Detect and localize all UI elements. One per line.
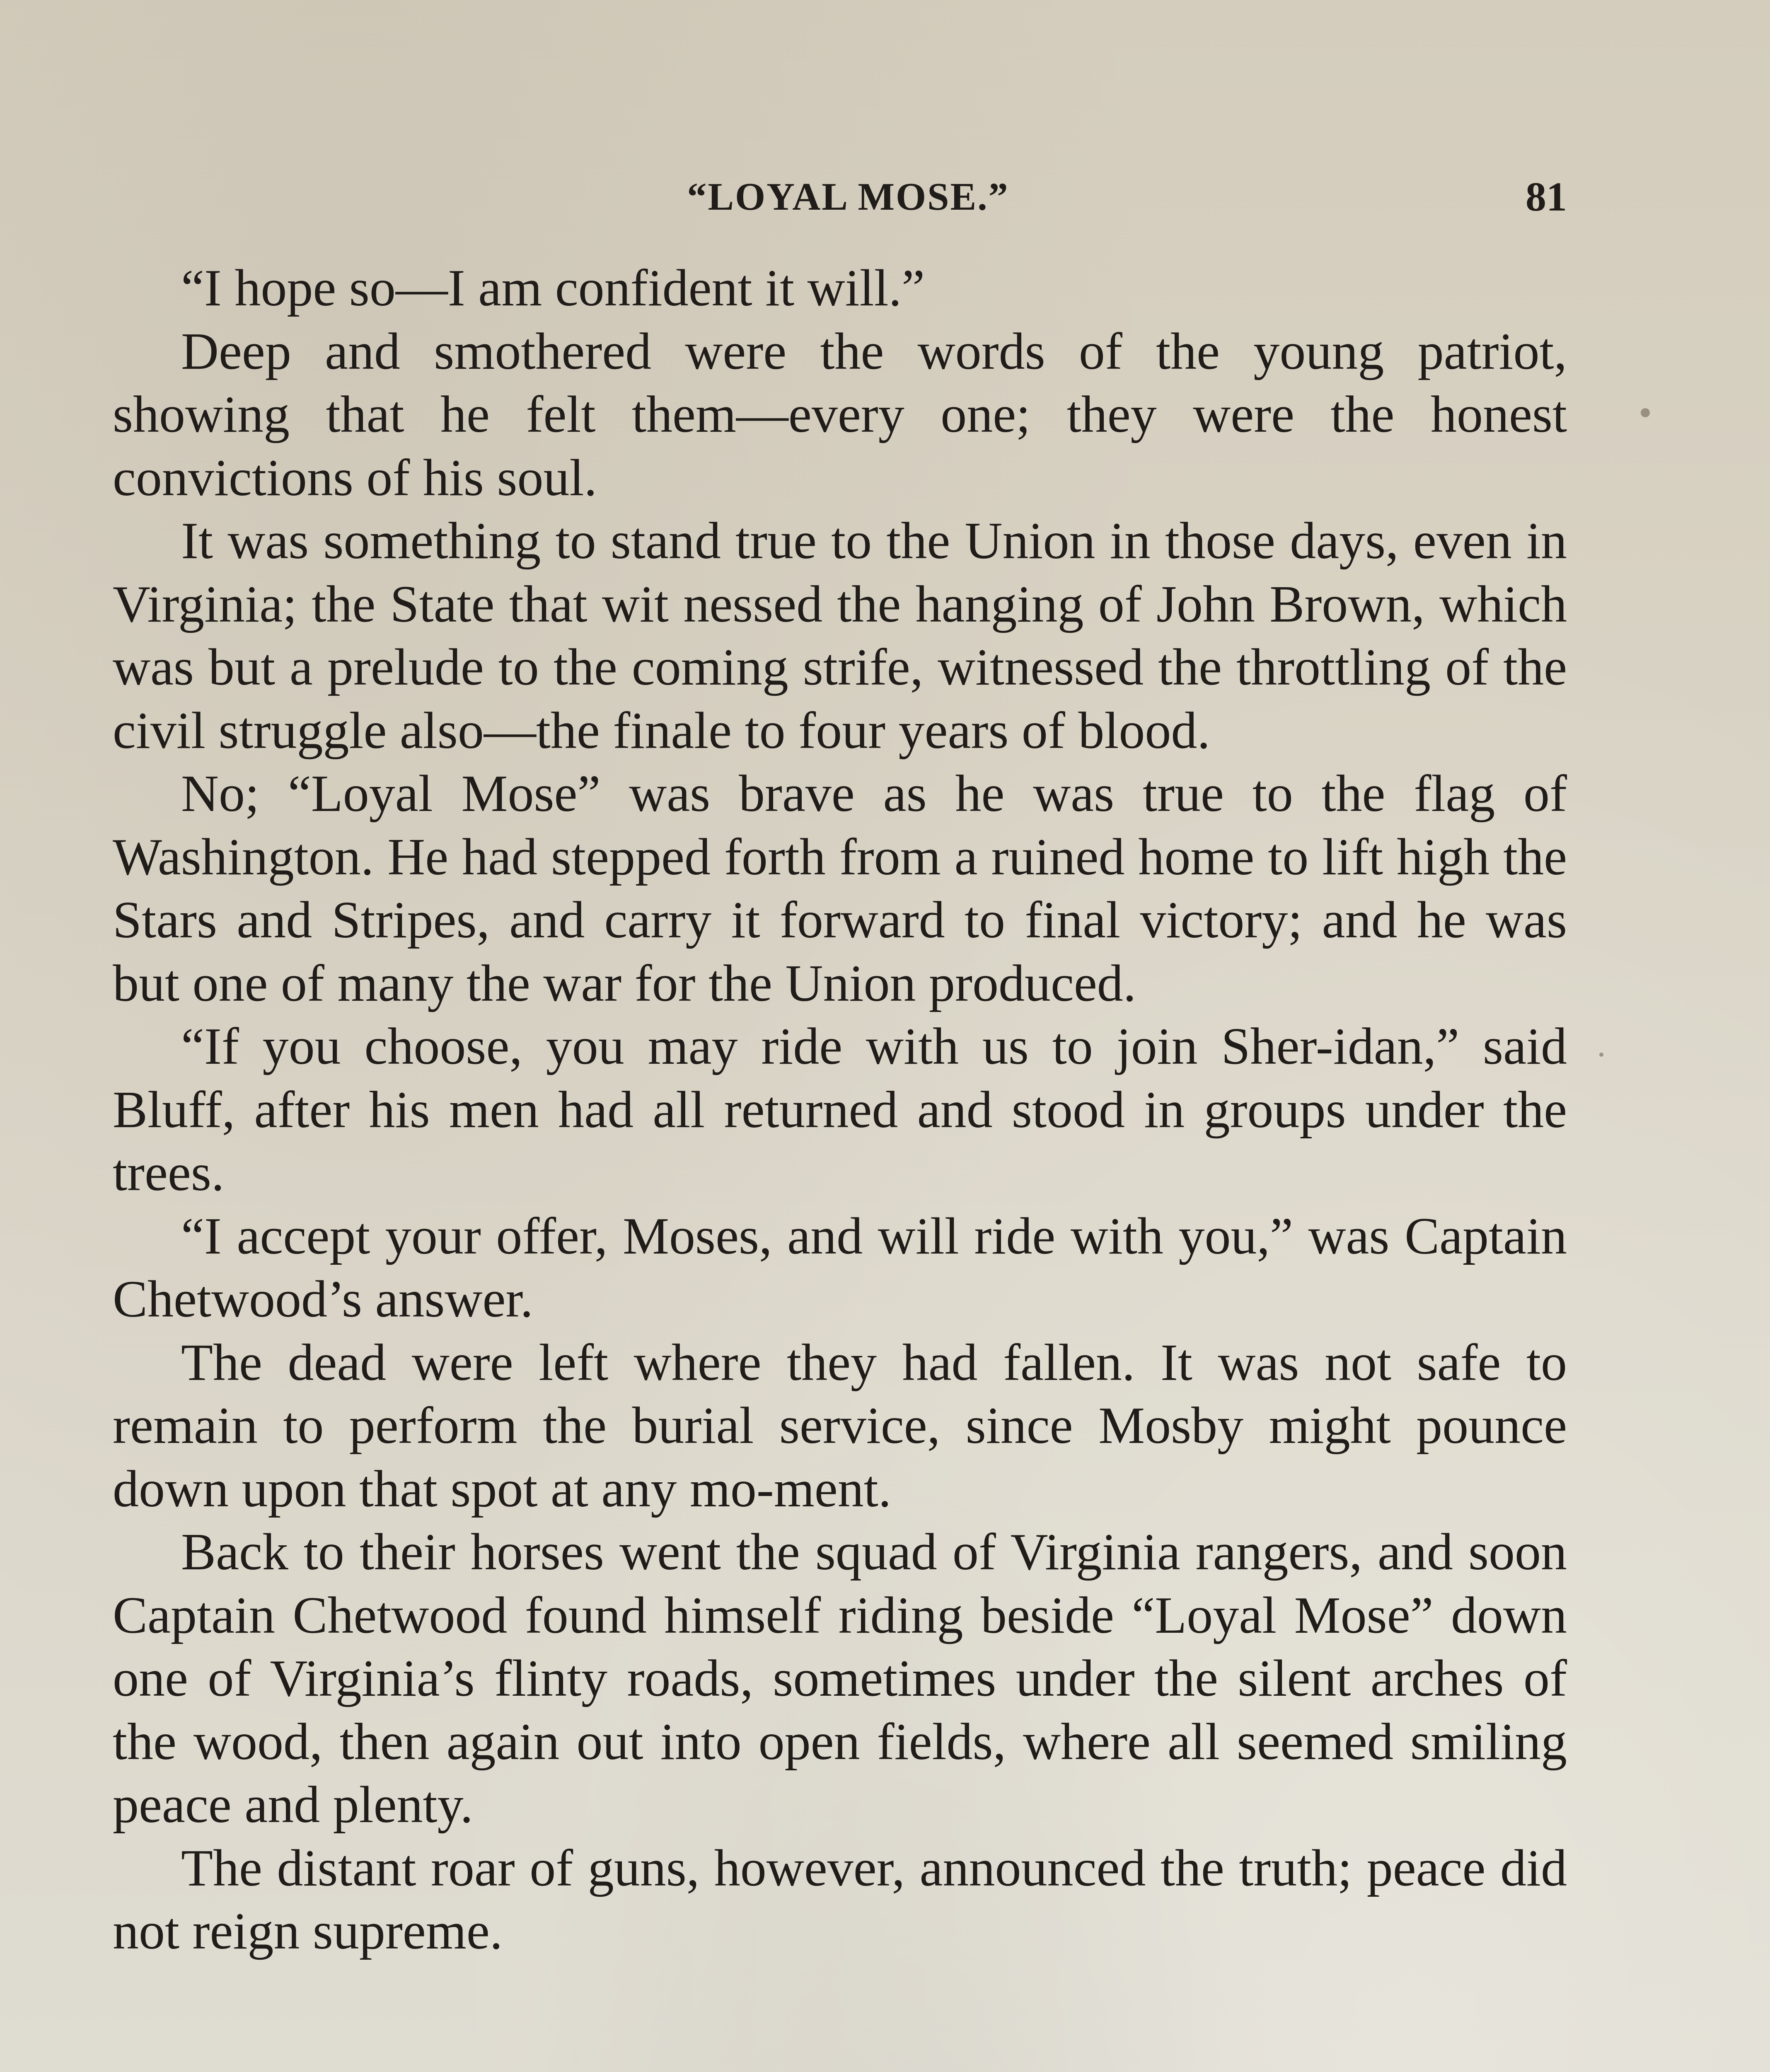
running-title: “LOYAL MOSE.” — [687, 175, 1009, 218]
paragraph: “If you choose, you may ride with us to join Sher-idan,” said Bluff, after his men had all returned and stood in groups under the trees. — [113, 1018, 1567, 1202]
paragraph: Deep and smothered were the words of the young patriot, showing that he felt them—every one; they were the honest convictions of his soul. — [113, 322, 1567, 507]
paragraph: The distant roar of guns, however, announced the truth; peace did not reign supreme. — [113, 1839, 1567, 1960]
paragraph: Back to their horses went the squad of Virginia rangers, and soon Captain Chetwood found himself riding beside “Loyal Mose” down one of Virginia’s flinty roads, sometimes under the silent arches of the wood, then again out into open fields, where all seemed smiling peace and plenty. — [113, 1523, 1567, 1834]
body-text — [113, 257, 1567, 1963]
paragraph: “I hope so—I am confident it will.” — [181, 259, 925, 317]
paper-speck — [1599, 1053, 1603, 1057]
running-head — [113, 166, 1567, 228]
paragraph: It was something to stand true to the Union in those days, even in Virginia; the State that wit nessed the hanging of John Brown, which was but a prelude to the coming strife, witnessed the throttling of the civil struggle also—the finale to four years of blood. — [113, 512, 1567, 760]
paragraph: “I accept your offer, Moses, and will ride with you,” was Captain Chetwood’s answer. — [113, 1207, 1567, 1328]
paragraph: The dead were left where they had fallen. It was not safe to remain to perform the burial service, since Mosby might pounce down upon that spot at any mo-ment. — [113, 1334, 1567, 1518]
paper-speck — [1641, 408, 1650, 417]
page-number: 81 — [1526, 174, 1567, 220]
paragraph: No; “Loyal Mose” was brave as he was true to the flag of Washington. He had stepped forth from a ruined home to lift high the Stars and Stripes, and carry it forward to final victory; and he was but one of many the war for the Union produced. — [113, 765, 1567, 1012]
